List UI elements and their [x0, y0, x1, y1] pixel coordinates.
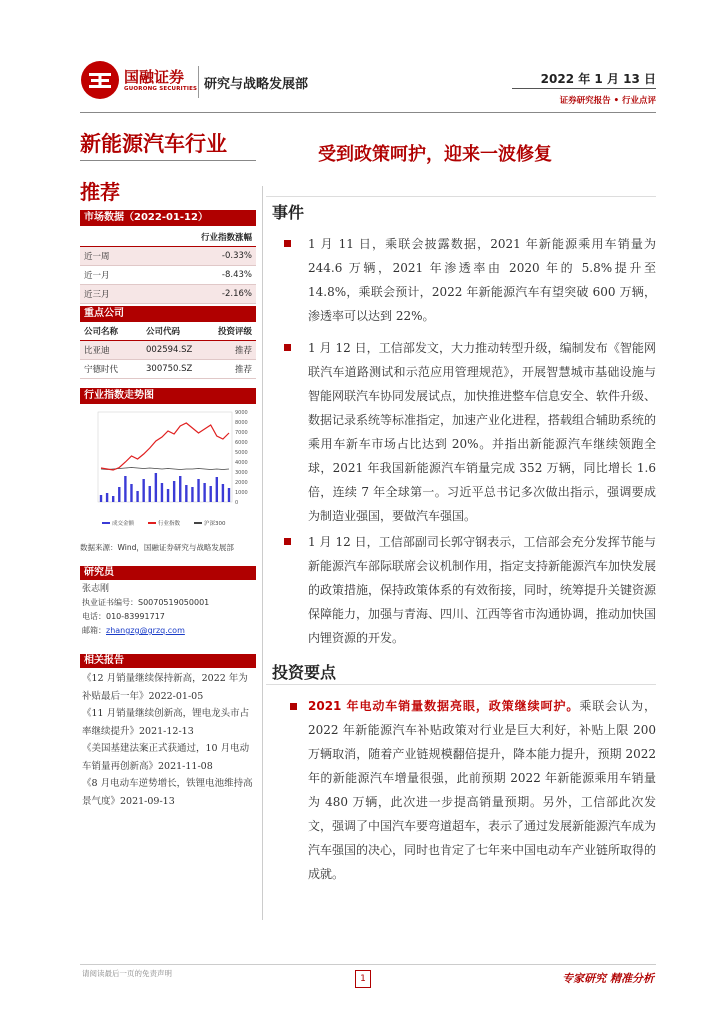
- bullet-icon: [290, 703, 297, 710]
- market-row-label: 近一周: [84, 252, 110, 262]
- logo-divider: [198, 66, 199, 98]
- points-title: 投资要点: [272, 663, 337, 682]
- footer-rule: [80, 964, 656, 965]
- related-report-link[interactable]: 《12 月销量继续保持新高，2022 年为补贴最后一年》2022-01-05: [82, 673, 248, 702]
- company-rating: 推荐: [234, 346, 252, 356]
- analyst-name: 张志刚: [82, 584, 110, 594]
- market-col-header: 行业指数涨幅: [200, 233, 252, 243]
- related-report-link[interactable]: 《美国基建法案正式获通过，10 月电动车销量再创新高》2021-11-08: [82, 743, 250, 772]
- analyst-phone: 电话：010-83991717: [82, 612, 165, 621]
- footer-slogan: 专家研究 精准分析: [562, 972, 654, 985]
- analyst-email-row: [82, 624, 209, 638]
- analyst-info: [82, 582, 209, 638]
- market-row-label: 近一月: [84, 271, 110, 281]
- company-col-name: 公司名称: [84, 327, 119, 337]
- related-report-link[interactable]: 《11 月销量继续创新高，锂电龙头市占率继续提升》2021-12-13: [82, 708, 250, 737]
- market-row-value: -8.43%: [221, 270, 252, 280]
- volume-bar: [203, 483, 205, 502]
- volume-bar: [222, 484, 224, 502]
- market-row-value: -0.33%: [221, 251, 252, 261]
- volume-bar: [179, 476, 181, 502]
- rating: 推荐: [80, 180, 120, 204]
- market-data-header: 市场数据（2022-01-12）: [80, 210, 256, 226]
- company-code: 002594.SZ: [146, 345, 193, 355]
- y-tick-label: 5000: [235, 450, 248, 456]
- y-tick-label: 9000: [235, 410, 248, 416]
- volume-bar: [167, 489, 169, 502]
- y-tick-label: 0: [235, 500, 239, 506]
- logo-name-cn: 国融证券: [124, 68, 185, 86]
- company-col-code: 公司代码: [146, 327, 181, 337]
- event-paragraph: 1 月 11 日，乘联会披露数据，2021 年新能源乘用车销量为 244.6 万辆，2021 年渗透率由 2020 年的 5.8%提升至 14.8%，乘联会预计，2022 年新能源汽车有望突破 600 万辆，渗透率可以达到 22%。: [308, 237, 656, 323]
- events-rule: [266, 196, 656, 197]
- company-rating: 推荐: [234, 365, 252, 375]
- y-tick-label: 1000: [235, 490, 248, 496]
- trend-chart-header: 行业指数走势图: [80, 388, 256, 404]
- related-reports-header: 相关报告: [80, 654, 256, 668]
- page-number: 1: [355, 970, 371, 988]
- volume-bar: [142, 479, 144, 502]
- company-name: 比亚迪: [84, 346, 110, 356]
- volume-bar: [118, 487, 120, 502]
- logo-name-en: GUORONG SECURITIES: [124, 86, 198, 92]
- events-title: 事件: [272, 203, 305, 222]
- analyst-email-label: 邮箱：: [82, 626, 106, 635]
- top-rule: [80, 112, 656, 113]
- column-divider: [262, 186, 263, 920]
- key-companies-header: 重点公司: [80, 306, 256, 322]
- points-rule: [266, 684, 656, 685]
- volume-bar: [112, 496, 114, 502]
- company-row: [80, 341, 256, 360]
- y-tick-label: 3000: [235, 470, 248, 476]
- report-type: 证券研究报告 • 行业点评: [559, 96, 656, 106]
- company-code: 300750.SZ: [146, 364, 193, 374]
- key-companies-table: [80, 322, 256, 379]
- volume-bar: [228, 488, 230, 502]
- title-rule: [80, 160, 256, 161]
- points-highlight: 2021 年电动车销量数据亮眼，政策继续呵护。: [308, 699, 580, 713]
- department-name: 研究与战略发展部: [204, 77, 309, 92]
- y-tick-label: 2000: [235, 480, 248, 486]
- bullet-icon: [284, 344, 291, 351]
- bullet-icon: [284, 538, 291, 545]
- series-line-hs300: [101, 468, 229, 470]
- points-paragraph: [308, 694, 656, 886]
- volume-bar: [210, 486, 212, 502]
- company-row: [80, 360, 256, 379]
- market-row-label: 近三月: [84, 290, 110, 300]
- legend-swatch: [148, 522, 156, 524]
- y-tick-label: 7000: [235, 430, 248, 436]
- legend-label: 成交金额: [112, 521, 135, 527]
- related-report-link[interactable]: 《8 月电动车逆势增长，铁锂电池维持高景气度》2021-09-13: [82, 778, 253, 807]
- analyst-email-link[interactable]: zhangzg@grzq.com: [106, 626, 185, 635]
- volume-bar: [136, 491, 138, 502]
- disclaimer-link[interactable]: 请阅读最后一页的免责声明: [82, 969, 172, 978]
- header-rule: [512, 88, 656, 89]
- company-col-rating: 投资评级: [217, 327, 252, 337]
- legend-swatch: [194, 522, 202, 524]
- related-reports-list: [82, 670, 254, 810]
- y-tick-label: 6000: [235, 440, 248, 446]
- report-headline: 受到政策呵护，迎来一波修复: [318, 144, 552, 165]
- volume-bar: [149, 486, 151, 502]
- market-row-value: -2.16%: [221, 289, 252, 299]
- trend-chart: [80, 404, 256, 534]
- analyst-cert: 执业证书编号：S0070519050001: [82, 598, 210, 607]
- event-paragraph: 1 月 12 日，工信部副司长郭守钢表示，工信部会充分发挥节能与新能源汽车部际联席会议机制作用，指定支持新能源汽车加快发展的政策措施，保持政策体系的有效衔接，同时，统筹提升关键资源保障能力，加强与青海、四川、江西等省市沟通协调，推动加快国内锂资源的开发。: [308, 535, 657, 645]
- market-row: [80, 247, 256, 266]
- volume-bar: [185, 485, 187, 502]
- sector-title: 新能源汽车行业: [80, 132, 227, 156]
- chart-source: 数据来源：Wind，国融证券研究与战略发展部: [80, 543, 234, 552]
- y-tick-label: 4000: [235, 460, 248, 466]
- legend-label: 沪深300: [204, 521, 226, 527]
- market-data-table: [80, 228, 256, 304]
- volume-bar: [130, 484, 132, 502]
- market-row: [80, 285, 256, 304]
- company-name: 宁德时代: [84, 365, 119, 375]
- volume-bar: [155, 473, 157, 502]
- company-logo: [80, 60, 120, 100]
- analyst-header: 研究员: [80, 566, 256, 580]
- legend-swatch: [102, 522, 110, 524]
- bullet-icon: [284, 240, 291, 247]
- legend-label: 行业指数: [158, 521, 181, 527]
- volume-bar: [100, 495, 102, 502]
- volume-bar: [106, 493, 108, 502]
- y-tick-label: 8000: [235, 420, 248, 426]
- volume-bar: [161, 483, 163, 502]
- points-body: 乘联会认为，2022 年新能源汽车补贴政策对行业是巨大利好，补贴上限 200 万辆取消，随着产业链规模翻倍提升，降本能力提升，预期 2022 年的新能源汽车增量很强，此前预期 2022 年新能源乘用车销量为 480 万辆，此次进一步提高销量预期。另外，工信部此次发文，强调了中国汽车要弯道超车，表示了通过发展新能源汽车成为汽车强国的决心，同时也肯定了七年来中国电动车产业链所取得的成就。: [308, 699, 657, 881]
- volume-bar: [197, 479, 199, 502]
- volume-bar: [216, 477, 218, 502]
- series-line-index: [101, 423, 229, 470]
- market-row: [80, 266, 256, 285]
- volume-bar: [173, 481, 175, 502]
- event-paragraph: 1 月 12 日，工信部发文，大力推动转型升级，编制发布《智能网联汽车道路测试和示范应用管理规范》，开展智慧城市基础设施与智能网联汽车协同发展试点，加快推进整车信息安全、软件升级、数据记录系统等标准指定，加速产业化进程，搭载组合辅助系统的乘用车新车市场占比达到 20%。并指出新能源汽车继续领跑全球，2021 年我国新能源汽车销量完成 352 万辆，同比增长 1.6 倍，连续 7 年全球第一。习近平总书记多次做出指示，强调要成为制造业强国，要做汽车强国。: [308, 341, 657, 523]
- report-date: 2022 年 1 月 13 日: [540, 72, 656, 86]
- logo-emblem-icon: [80, 60, 120, 100]
- volume-bar: [124, 476, 126, 502]
- volume-bar: [191, 487, 193, 502]
